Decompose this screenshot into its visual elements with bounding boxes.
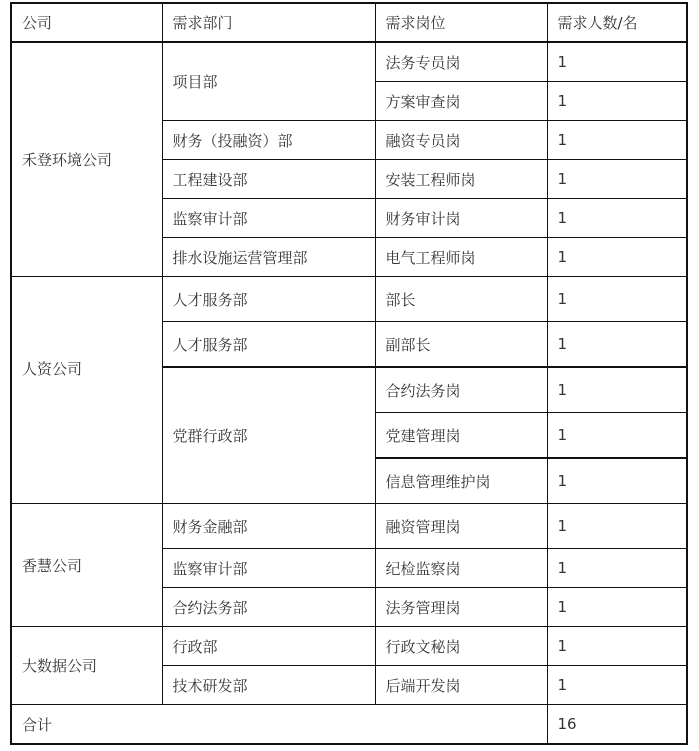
count-cell: 1: [547, 121, 687, 160]
position-cell: 安装工程师岗: [375, 160, 547, 199]
department-cell: 监察审计部: [162, 199, 375, 238]
company-label: 香慧公司: [22, 556, 83, 575]
header-position: 需求岗位: [375, 3, 547, 42]
position-cell: 纪检监察岗: [375, 549, 547, 588]
count-cell: 1: [547, 238, 687, 277]
department-cell: 人才服务部: [162, 277, 375, 322]
count-cell: 1: [547, 367, 687, 413]
count-cell: 1: [547, 504, 687, 549]
position-cell: 党建管理岗: [375, 413, 547, 459]
total-label: 合计: [11, 705, 547, 745]
department-cell: 项目部: [162, 42, 375, 121]
position-cell: 方案审查岗: [375, 82, 547, 121]
company-cell: 禾登环境公司: [11, 42, 162, 277]
position-cell: 法务专员岗: [375, 42, 547, 82]
department-cell: 排水设施运营管理部: [162, 238, 375, 277]
table-row: [11, 42, 687, 82]
position-cell: 合约法务岗: [375, 367, 547, 413]
total-row: [11, 705, 687, 745]
department-cell: 合约法务部: [162, 588, 375, 627]
table-row: [11, 504, 687, 549]
count-cell: 1: [547, 199, 687, 238]
table-row: [11, 277, 687, 322]
total-count: 16: [547, 705, 687, 745]
position-cell: 部长: [375, 277, 547, 322]
position-cell: 财务审计岗: [375, 199, 547, 238]
company-cell: 大数据公司: [11, 627, 162, 705]
position-cell: 电气工程师岗: [375, 238, 547, 277]
department-cell: 行政部: [162, 627, 375, 666]
department-cell: 监察审计部: [162, 549, 375, 588]
header-row: [11, 3, 687, 42]
count-cell: 1: [547, 413, 687, 459]
count-cell: 1: [547, 277, 687, 322]
department-cell: 工程建设部: [162, 160, 375, 199]
position-cell: 行政文秘岗: [375, 627, 547, 666]
recruitment-table: [10, 2, 688, 745]
department-cell: 财务金融部: [162, 504, 375, 549]
department-cell: 财务（投融资）部: [162, 121, 375, 160]
header-count: 需求人数/名: [547, 3, 687, 42]
position-cell: 后端开发岗: [375, 666, 547, 705]
count-cell: 1: [547, 322, 687, 368]
header-company: 公司: [11, 3, 162, 42]
count-cell: 1: [547, 627, 687, 666]
count-cell: 1: [547, 549, 687, 588]
department-cell: 人才服务部: [162, 322, 375, 368]
header-department: 需求部门: [162, 3, 375, 42]
position-cell: 融资专员岗: [375, 121, 547, 160]
company-label: 人资公司: [22, 359, 83, 378]
count-cell: 1: [547, 160, 687, 199]
company-cell: [11, 277, 162, 504]
table-row: [11, 627, 687, 666]
position-cell: 副部长: [375, 322, 547, 368]
position-cell: 信息管理维护岗: [375, 458, 547, 504]
count-cell: 1: [547, 588, 687, 627]
company-cell: [11, 504, 162, 627]
position-cell: 融资管理岗: [375, 504, 547, 549]
count-cell: 1: [547, 82, 687, 121]
count-cell: 1: [547, 666, 687, 705]
count-cell: 1: [547, 458, 687, 504]
count-cell: 1: [547, 42, 687, 82]
position-cell: 法务管理岗: [375, 588, 547, 627]
department-cell: 技术研发部: [162, 666, 375, 705]
department-cell: 党群行政部: [162, 367, 375, 504]
